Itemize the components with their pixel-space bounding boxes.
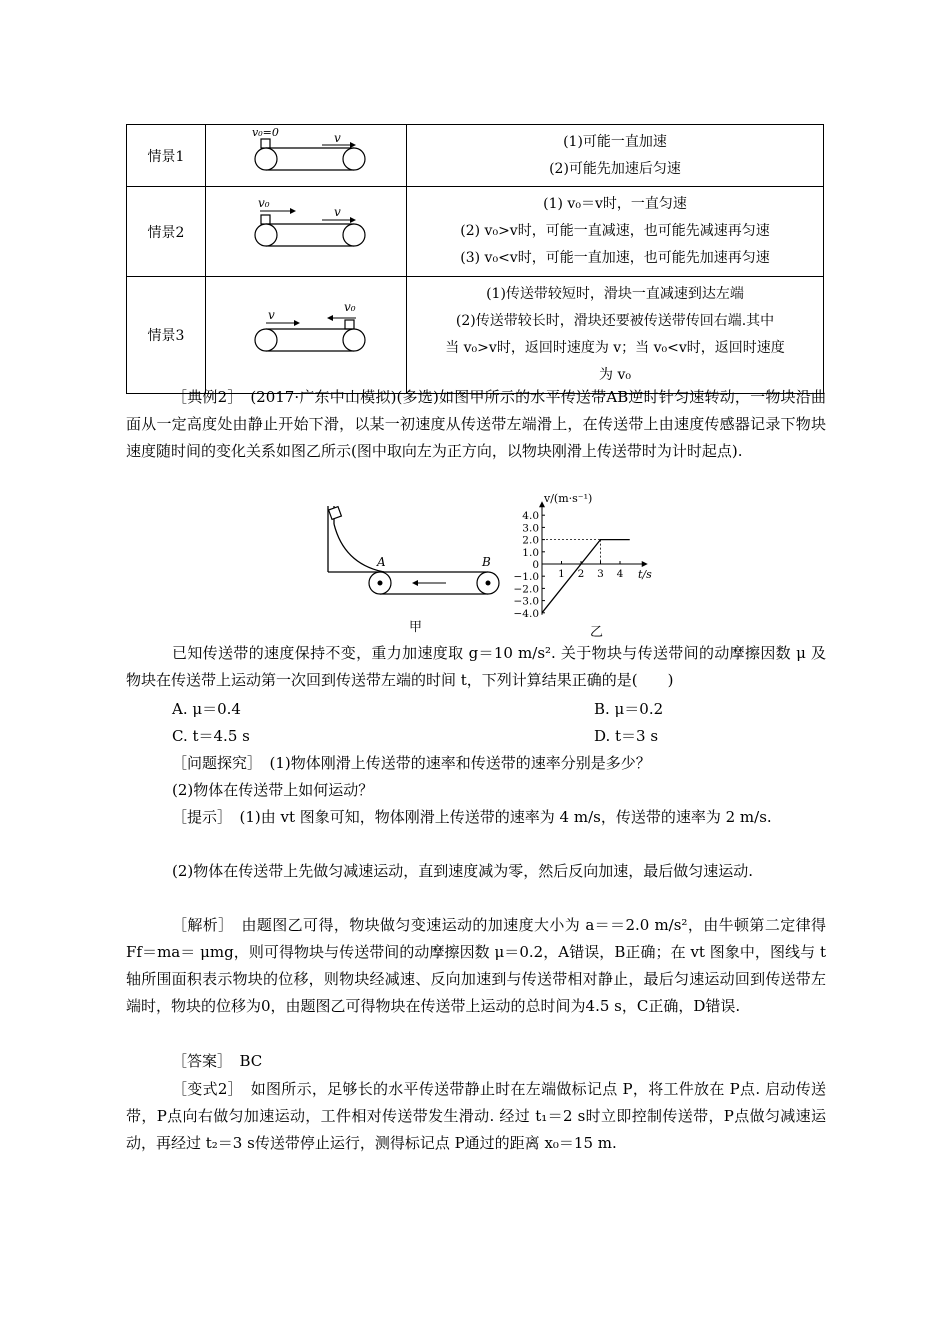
belt-diagram-1: [206, 125, 407, 187]
text-line: (1) v₀＝v时，一直匀速: [543, 196, 687, 212]
x-tick-label: 4: [616, 568, 624, 580]
belt-diagram-2: [206, 187, 407, 277]
y-tick-label: 3.0: [522, 522, 539, 535]
explore-q2: (2)物体在传送带上如何运动？: [172, 781, 374, 799]
belt-diagram-3: [206, 277, 407, 394]
table-row: [127, 187, 824, 277]
x-tick-label: 2: [577, 568, 585, 580]
x-axis-label: t/s: [638, 568, 652, 581]
hint-a1: ［提示］ (1)由 vt 图象可知，物体刚滑上传送带的速率为 4 m/s，传送带的速率为 2 m/s.: [172, 808, 772, 826]
variant-text: ［变式2］ 如图所示，足够长的水平传送带静止时在左端做标记点 P，将工件放在 P点. 启动传送带，P点向右做匀加速运动，工件相对传送带发生滑动. 经过 t₁＝2 s时立即控制传送带，P点做匀减速运动，再经过 t₂＝3 s传送带停止运行，测得标记点 P通过的距离 x₀＝15 m.: [126, 1080, 826, 1152]
text-line: 为 v₀: [599, 367, 631, 383]
analysis-text: ［解析］ 由题图乙可得，物块做匀变速运动的加速度大小为 a＝＝2.0 m/s²，由牛顿第二定律得 Ff＝ma＝ μmg，则可得物块与传送带间的动摩擦因数 μ＝0.2，A错误，B正确；在 vt 图象中，图线与 t轴所围面积表示物块的位移，则物块经减速、反向加速到与传送带相对静止，最后匀速运动回到传送带左端时，物块的位移为0，由题图乙可得物块在传送带上运动的总时间为4.5 s，C正确，D错误.: [126, 916, 826, 1015]
v-label: v: [334, 205, 341, 219]
situation-label: 情景2: [127, 187, 206, 277]
chart-caption: 乙: [590, 625, 604, 638]
vt-chart: [508, 488, 668, 638]
text-line: (2)传送带较长时，滑块还要被传送带传回右端.其中: [455, 313, 775, 329]
y-tick-label: −4.0: [513, 607, 539, 620]
answer-text: ［答案］ BC: [172, 1052, 263, 1070]
example-paragraph: ［典例2］ (2017·广东中山模拟)(多选)如图甲所示的水平传送带AB逆时针匀速转动，一物块沿曲面从一定高度处由静止开始下滑，以某一初速度从传送带左端滑上，在传送带上由速度传感器记录下物块速度随时间的变化关系如图乙所示(图中取向左为正方向，以物块刚滑上传送带时为计时起点).: [126, 388, 826, 460]
question-text: 已知传送带的速度保持不变，重力加速度取 g＝10 m/s². 关于物块与传送带间的动摩擦因数 μ 及物块在传送带上运动第一次回到传送带左端的时间 t，下列计算结果正确的是( ): [126, 644, 826, 689]
text-line: 当 v₀>v时，返回时速度为 v；当 v₀<v时，返回时速度: [445, 340, 785, 356]
label-a: A: [377, 555, 386, 569]
y-axis-label: v/(m·s⁻¹): [544, 492, 593, 505]
situation-text: [407, 187, 824, 277]
text-line: (1)可能一直加速: [563, 133, 667, 150]
hint-a2: (2)物体在传送带上先做匀减速运动，直到速度减为零，然后反向加速，最后做匀速运动.: [172, 862, 754, 880]
v-label: v: [268, 308, 275, 322]
v-label: v₀: [344, 300, 356, 314]
option-a: A. μ＝0.4: [172, 700, 241, 718]
y-tick-label: 0: [532, 559, 539, 571]
v-label: v₀: [258, 196, 270, 210]
y-tick-label: 4.0: [522, 510, 539, 523]
option-b: B. μ＝0.2: [594, 700, 664, 718]
situation-text: [407, 125, 824, 187]
table-row: [127, 277, 824, 394]
situation-label: 情景3: [127, 277, 206, 394]
y-tick-label: −3.0: [513, 595, 539, 608]
situation-label: 情景1: [127, 125, 206, 187]
explore-q1: ［问题探究］ (1)物体刚滑上传送带的速率和传送带的速率分别是多少？: [172, 754, 651, 772]
y-tick-label: 1.0: [522, 546, 539, 559]
y-tick-label: −1.0: [513, 571, 539, 584]
text-line: (2) v₀>v时，可能一直减速，也可能先减速再匀速: [460, 223, 770, 239]
text-line: (2)可能先加速后匀速: [549, 160, 681, 177]
situation-table: [126, 124, 824, 394]
label-b: B: [482, 555, 491, 569]
option-d: D. t＝3 s: [594, 727, 659, 745]
fig-caption: 甲: [409, 620, 423, 635]
x-tick-label: 1: [558, 568, 565, 580]
figure-jia: [322, 494, 504, 636]
v-label: v₀=0: [252, 126, 279, 139]
table-row: [127, 125, 824, 187]
x-tick-label: 3: [597, 568, 604, 580]
option-c: C. t＝4.5 s: [172, 727, 250, 745]
v-label: v: [334, 131, 341, 145]
text-line: (1)传送带较短时，滑块一直减速到达左端: [486, 286, 744, 302]
y-tick-label: −2.0: [513, 583, 539, 596]
x-axis-arrow: [642, 561, 648, 567]
text-line: (3) v₀<v时，可能一直加速，也可能先加速再匀速: [460, 250, 770, 266]
situation-text: [407, 277, 824, 394]
y-tick-label: 2.0: [522, 534, 539, 547]
